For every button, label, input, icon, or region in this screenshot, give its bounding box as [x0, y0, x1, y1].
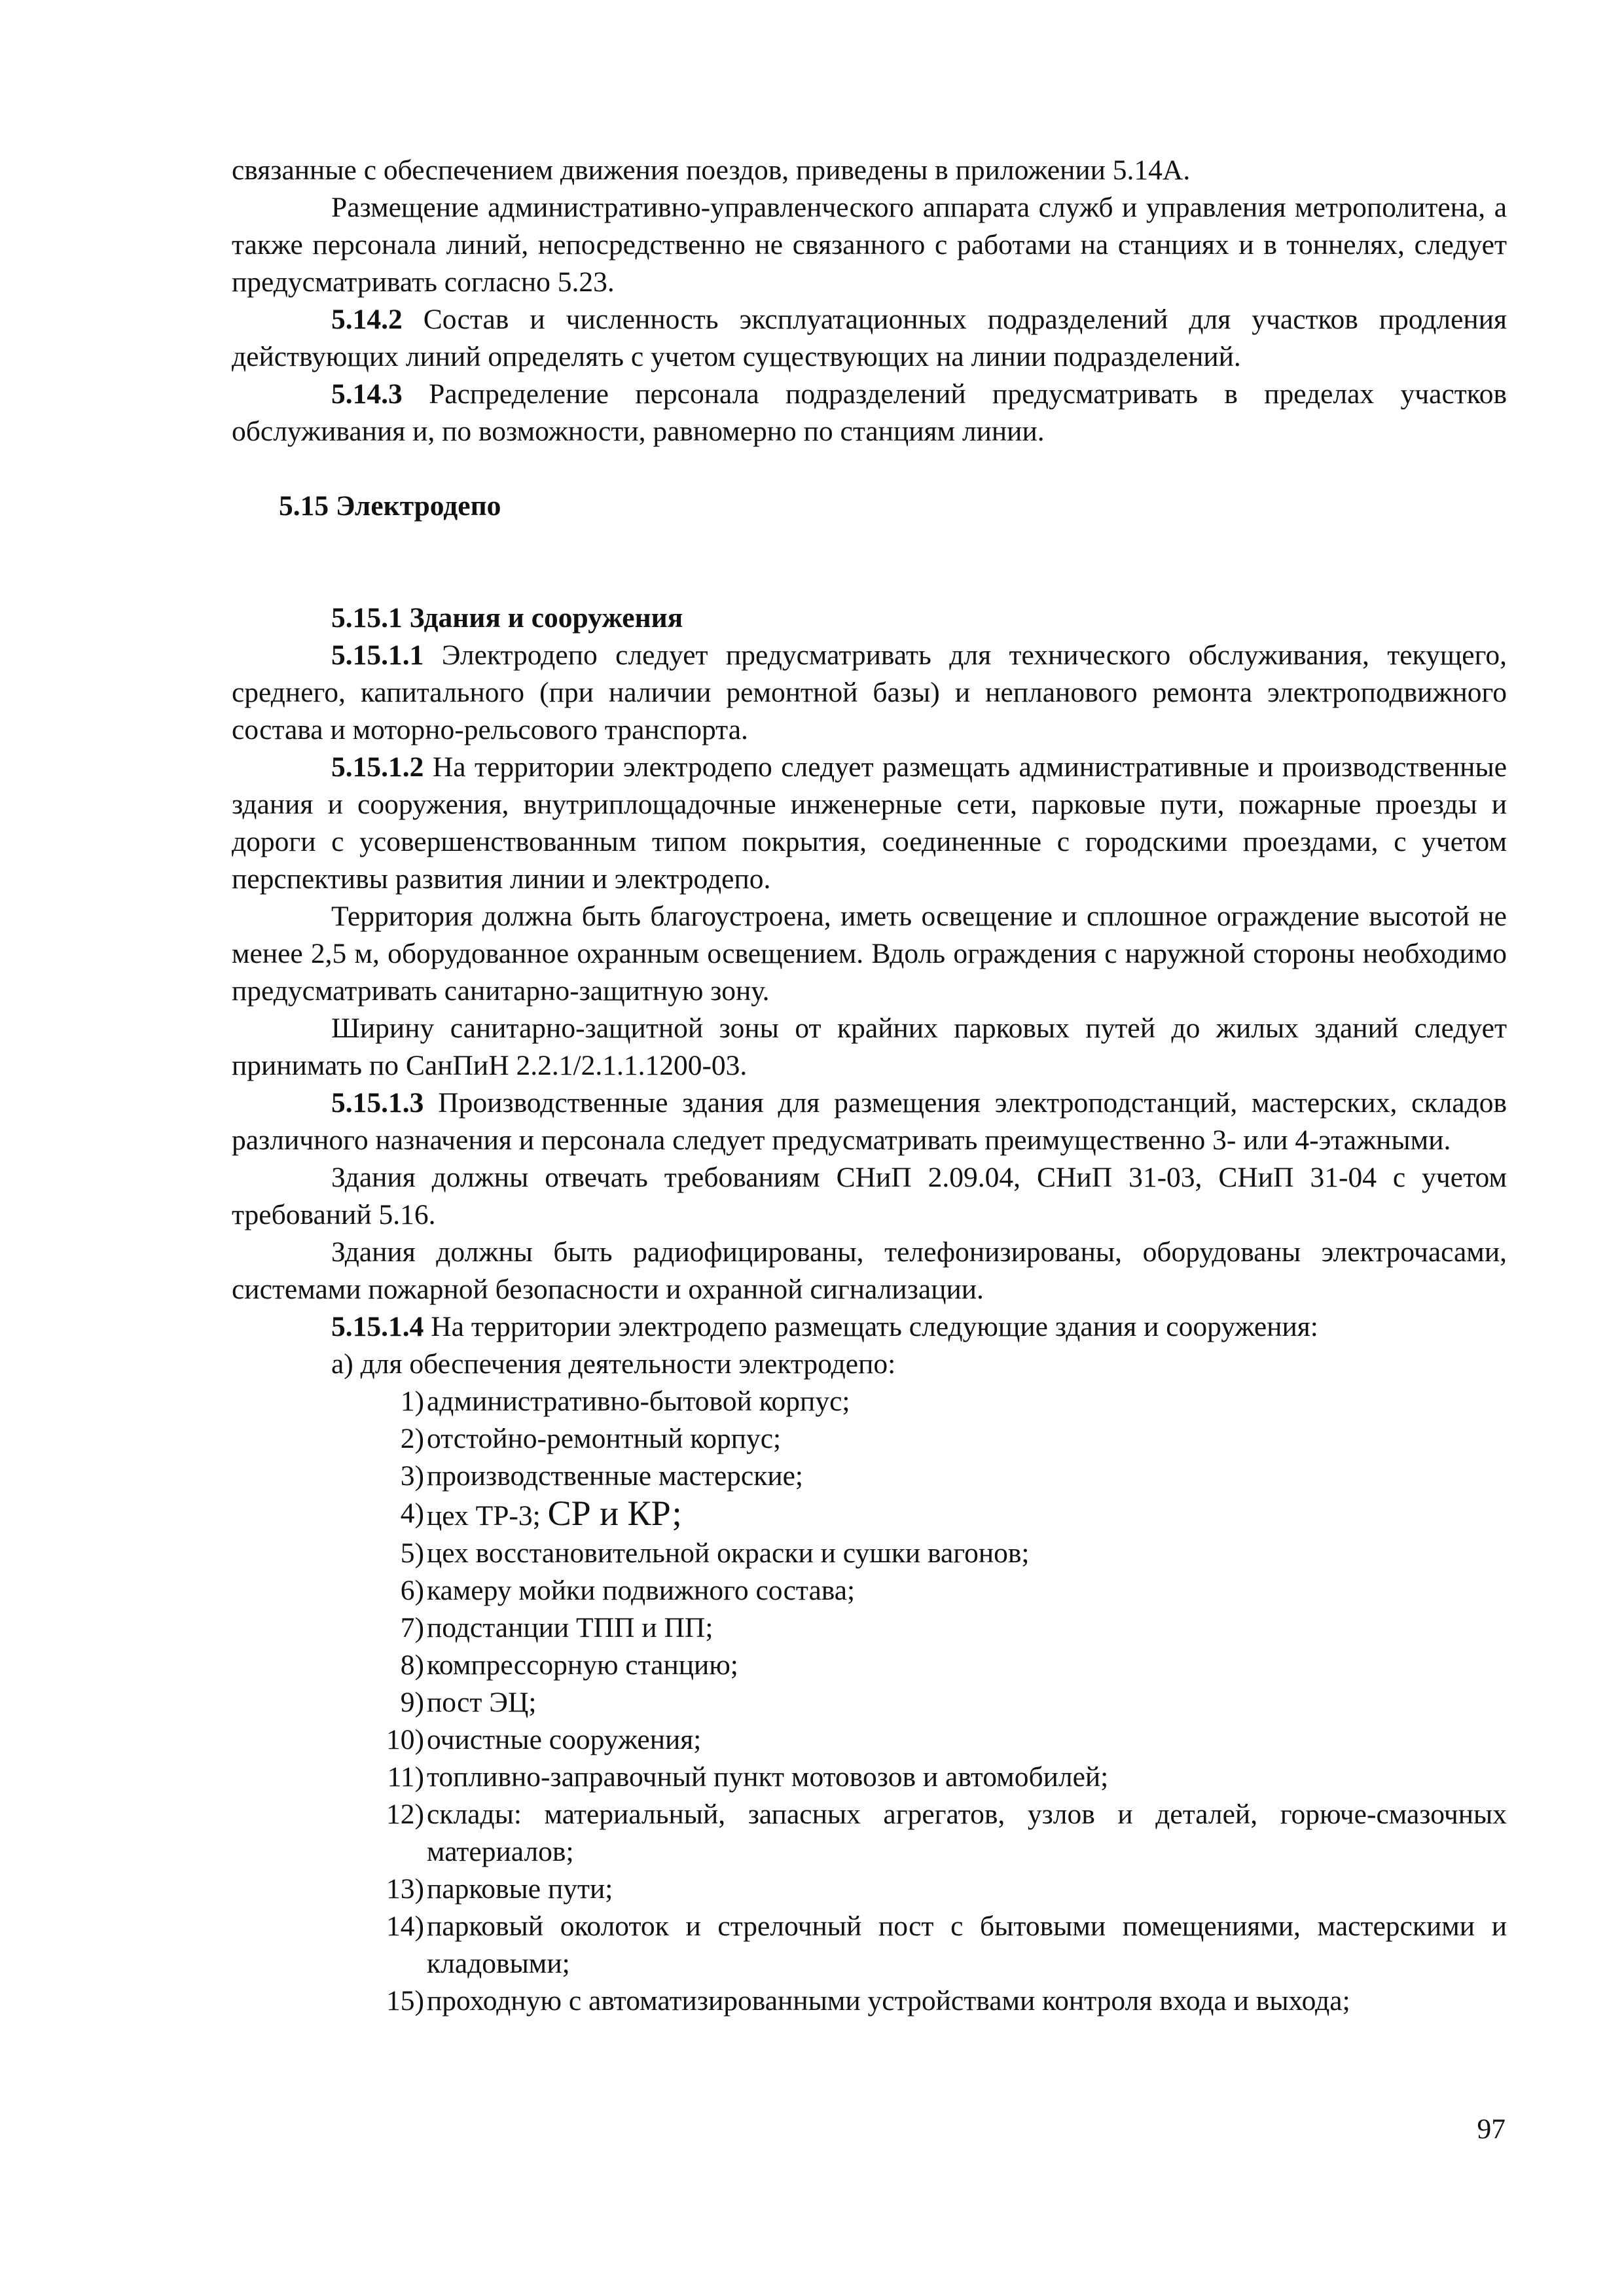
clause-5-15-1-1 — [232, 637, 1507, 749]
clause-5-15-1-2 — [232, 749, 1507, 898]
intro-paragraph: Размещение административно-управленческого аппарата служб и управления метрополитена, а также персонала линий, непосредственно не связанного с работами на станциях и в тоннелях, следует предусматривать согласно 5.23. — [232, 192, 1507, 298]
list-item: 10) очистные сооружения; — [386, 1724, 702, 1755]
clause-text: На территории электродепо размещать следующие здания и сооружения: — [431, 1311, 1318, 1342]
clause-number: 5.14.2 — [331, 304, 403, 335]
list-item: 6) камеру мойки подвижного состава; — [400, 1575, 856, 1606]
buildings-list — [232, 1383, 1507, 2020]
paragraph: Ширину санитарно-защитной зоны от крайних парковых путей до жилых зданий следует принимать по СанПиН 2.2.1/2.1.1.1200-03. — [232, 1013, 1507, 1081]
clause-5-15-1-3 — [232, 1085, 1507, 1159]
section-heading: 5.15 Электродепо — [279, 490, 501, 522]
list-item: 5) цех восстановительной окраски и сушки вагонов; — [400, 1537, 1030, 1569]
clause-number: 5.15.1.4 — [331, 1311, 424, 1342]
list-item: 13) парковые пути; — [386, 1873, 613, 1905]
list-item: 1) административно-бытовой корпус; — [400, 1386, 850, 1417]
clause-text: Состав и численность эксплуатационных подразделений для участков продления действующих линий определять с учетом существующих на линии подразделений. — [232, 304, 1507, 372]
page-body — [232, 152, 1507, 2020]
paragraph: Территория должна быть благоустроена, иметь освещение и сплошное ограждение высотой не менее 2,5 м, оборудованное охранным освещением. Вдоль ограждения с наружной стороны необходимо предусматривать санитарно-защитную зону. — [232, 901, 1507, 1007]
clause-text: На территории электродепо следует размещать административные и производственные здания и сооружения, внутриплощадочные инженерные сети, парковые пути, пожарные проезды и дороги с усовершенствованным типом покрытия, соединенные с городскими проездами, с учетом перспективы развития линии и электродепо. — [232, 751, 1507, 895]
intro-line: связанные с обеспечением движения поездов, приведены в приложении 5.14А. — [232, 154, 1191, 186]
list-item: 11) топливно-заправочный пункт мотовозов и автомобилей; — [387, 1761, 1109, 1793]
paragraph: Здания должны отвечать требованиям СНиП 2.09.04, СНиП 31-03, СНиП 31-04 с учетом требований 5.16. — [232, 1162, 1507, 1230]
list-item: 2) отстойно-ремонтный корпус; — [400, 1423, 782, 1454]
clause-number: 5.15.1.3 — [331, 1087, 424, 1119]
clause-text: Электродепо следует предусматривать для технического обслуживания, текущего, среднего, капитального (при наличии ремонтной базы) и непланового ремонта электроподвижного состава и моторно-рельсового транспорта. — [232, 639, 1507, 745]
list-item: 14) парковый околоток и стрелочный пост с бытовыми помещениями, мастерскими и кладовыми; — [386, 1910, 1507, 1979]
clause-text: Производственные здания для размещения электроподстанций, мастерских, складов различного назначения и персонала следует предусматривать преимущественно 3- или 4-этажными. — [232, 1087, 1507, 1156]
list-intro: а) для обеспечения деятельности электродепо: — [331, 1348, 896, 1380]
clause-text: Распределение персонала подразделений предусматривать в пределах участков обслуживания и, по возможности, равномерно по станциям линии. — [232, 378, 1507, 447]
clause-5-14-3 — [232, 376, 1507, 450]
clause-5-15-1-4 — [232, 1308, 1507, 1346]
clause-5-14-2 — [232, 301, 1507, 376]
list-item: 8) компрессорную станцию; — [400, 1649, 738, 1681]
subsection-heading: 5.15.1 Здания и сооружения — [331, 602, 683, 634]
paragraph: Здания должны быть радиофицированы, телефонизированы, оборудованы электрочасами, системами пожарной безопасности и охранной сигнализации. — [232, 1236, 1507, 1305]
page-number: 97 — [1477, 2113, 1506, 2145]
list-item: 15) проходную с автоматизированными устройствами контроля входа и выхода; — [386, 1985, 1350, 2017]
list-item: 9) пост ЭЦ; — [400, 1687, 537, 1718]
clause-number: 5.14.3 — [331, 378, 403, 410]
clause-number: 5.15.1.2 — [331, 751, 424, 783]
list-item: 7) подстанции ТПП и ПП; — [400, 1612, 713, 1643]
list-item: 3) производственные мастерские; — [400, 1460, 804, 1492]
list-item: 12) склады: материальный, запасных агрегатов, узлов и деталей, горюче-смазочных материалов; — [386, 1799, 1507, 1867]
list-item: 4) цех ТР-3; СР и КР; — [400, 1494, 682, 1533]
clause-number: 5.15.1.1 — [331, 639, 424, 671]
